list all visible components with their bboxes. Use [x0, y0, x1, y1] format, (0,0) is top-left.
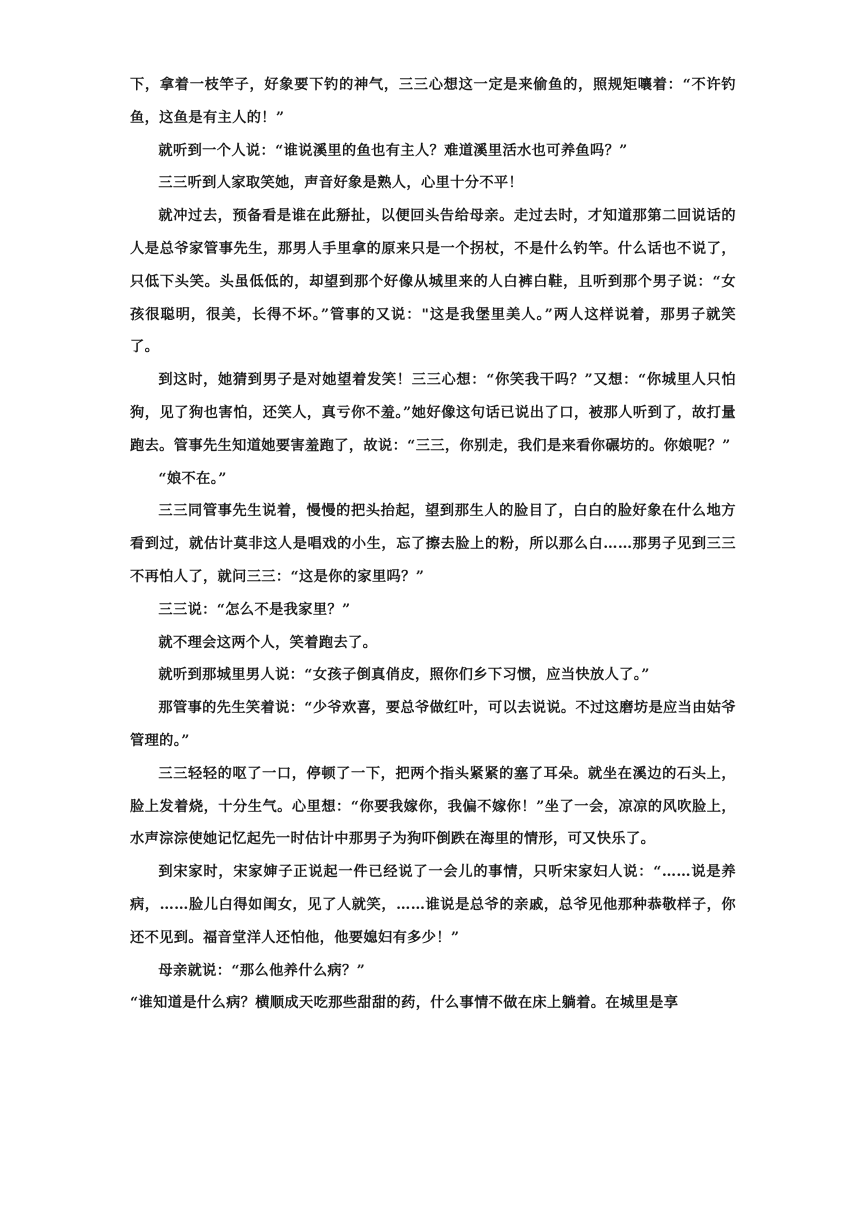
paragraph-3: 三三听到人家取笑她，声音好象是熟人，心里十分不平！ [158, 175, 524, 192]
paragraph-5: 到这时，她猜到男子是对她望着发笑！三三心想：“你笑我干吗？”又想：“你城里人只怕狗，见了狗也害怕，还笑人，真亏你不羞。”她好像这句话已说出了口，被那人听到了，故打量跑去。管事先生知道她要害羞跑了，故说：“三三，你别走，我们是来看你碾坊的。你娘呢？” [130, 372, 736, 454]
paragraph-15: “谁知道是什么病？横顺成天吃那些甜甜的药，什么事情不做在床上躺着。在城里是享 [130, 995, 679, 1012]
paragraph-7: 三三同管事先生说着，慢慢的把头抬起，望到那生人的脸目了，白白的脸好象在什么地方看到过，就估计莫非这人是唱戏的小生，忘了擦去脸上的粉，所以那么白……那男子见到三三不再怕人了，就问三三：“这是你的家里吗？” [130, 503, 736, 585]
paragraph-6: “娘不在。” [158, 470, 227, 487]
document-body [130, 69, 736, 1020]
paragraph-9: 就不理会这两个人，笑着跑去了。 [158, 634, 378, 651]
paragraph-10: 就听到那城里男人说：“女孩子倒真俏皮，照你们乡下习惯，应当快放人了。” [158, 667, 650, 684]
paragraph-1: 下，拿着一枝竿子，好象要下钓的神气，三三心想这一定是来偷鱼的，照规矩嚷着：“不许钓鱼，这鱼是有主人的！” [130, 77, 736, 126]
paragraph-4: 就冲过去，预备看是谁在此掰扯，以便回头告给母亲。走过去时，才知道那第二回说话的人是总爷家管事先生，那男人手里拿的原来只是一个拐杖，不是什么钓竿。什么话也不说了，只低下头笑。头虽低低的，却望到那个好像从城里来的人白裤白鞋，且听到那个男子说：“女孩很聪明，很美，长得不坏。”管事的又说："这是我堡里美人。”两人这样说着，那男子就笑了。 [130, 208, 736, 356]
paragraph-2: 就听到一个人说：“谁说溪里的鱼也有主人？难道溪里活水也可养鱼吗？” [158, 142, 628, 159]
paragraph-13: 到宋家时，宋家婶子正说起一件已经说了一会儿的事情，只听宋家妇人说：“……说是养病，……脸儿白得如闺女，见了人就笑，……谁说是总爷的亲戚，总爷见他那种恭敬样子，你还不见到。福音堂洋人还怕他，他要媳妇有多少！” [130, 864, 736, 946]
paragraph-8: 三三说：“怎么不是我家里？” [158, 601, 351, 618]
paragraph-14: 母亲就说：“那么他养什么病？” [158, 962, 366, 979]
paragraph-11: 那管事的先生笑着说：“少爷欢喜，要总爷做红叶，可以去说说。不过这磨坊是应当由姑爷管理的。” [130, 700, 736, 749]
paragraph-12: 三三轻轻的呕了一口，停顿了一下，把两个指头紧紧的塞了耳朵。就坐在溪边的石头上，脸上发着烧，十分生气。心里想：“你要我嫁你，我偏不嫁你！”坐了一会，凉凉的风吹脸上，水声淙淙使她记忆起先一时估计中那男子为狗吓倒跌在海里的情形，可又快乐了。 [130, 765, 736, 848]
